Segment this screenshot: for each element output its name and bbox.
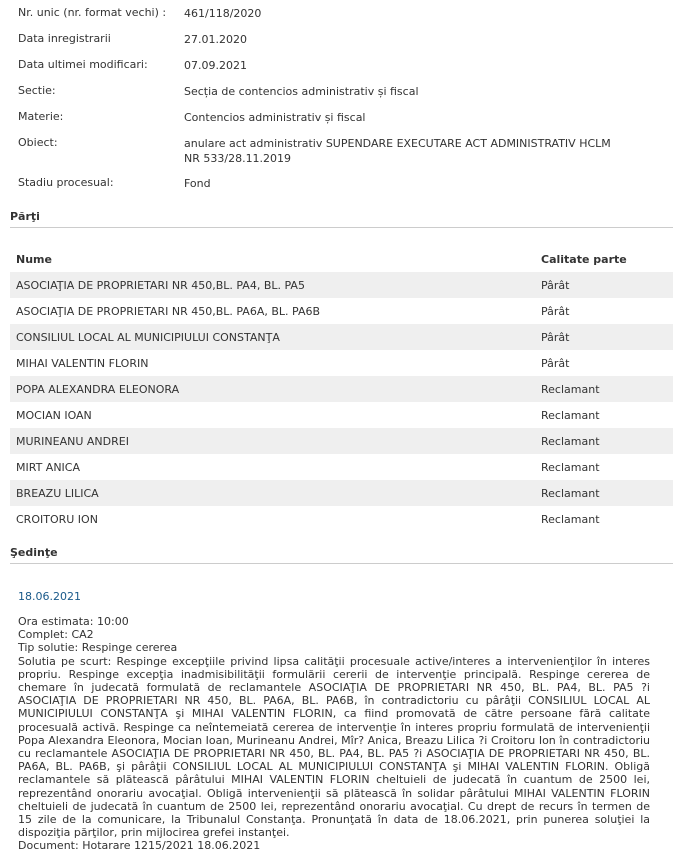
party-role: Reclamant	[541, 409, 600, 422]
info-row-obiect	[0, 130, 683, 170]
info-row-data-inregistrarii	[0, 26, 683, 52]
party-role: Reclamant	[541, 513, 600, 526]
info-label: Materie:	[18, 110, 64, 123]
info-value: Fond	[184, 177, 211, 190]
sedinte-section-title: Şedinţe	[10, 546, 58, 559]
info-label: Sectie:	[18, 84, 56, 97]
party-role: Pârât	[541, 357, 570, 370]
party-name: CROITORU ION	[16, 513, 98, 526]
info-value: Contencios administrativ și fiscal	[184, 111, 366, 124]
party-role: Reclamant	[541, 383, 600, 396]
info-label: Stadiu procesual:	[18, 176, 114, 189]
info-row-stadiu	[0, 170, 683, 196]
party-name: MOCIAN IOAN	[16, 409, 92, 422]
party-name: MIRT ANICA	[16, 461, 80, 474]
party-role: Pârât	[541, 331, 570, 344]
party-name: ASOCIAŢIA DE PROPRIETARI NR 450,BL. PA4, BL. PA5	[16, 279, 305, 292]
info-row-nr-unic	[0, 0, 683, 26]
info-value: 461/118/2020	[184, 7, 262, 20]
party-name: ASOCIAŢIA DE PROPRIETARI NR 450,BL. PA6A, BL. PA6B	[16, 305, 321, 318]
party-role: Reclamant	[541, 461, 600, 474]
party-name: CONSILIUL LOCAL AL MUNICIPIULUI CONSTANŢA	[16, 331, 280, 344]
parti-table-header	[10, 247, 673, 271]
party-role: Pârât	[541, 279, 570, 292]
info-value: 27.01.2020	[184, 33, 247, 46]
parti-section-title: Părţi	[10, 210, 40, 223]
info-label: Data ultimei modificari:	[18, 58, 148, 71]
table-row	[10, 272, 673, 298]
hearing-panel: Complet: CA2	[18, 628, 94, 642]
info-value: 07.09.2021	[184, 59, 247, 72]
info-label: Obiect:	[18, 136, 58, 149]
hearing-entry	[18, 590, 668, 853]
table-row	[10, 506, 673, 532]
party-name: BREAZU LILICA	[16, 487, 99, 500]
info-value: anulare act administrativ SUPENDARE EXECUTARE ACT ADMINISTRATIV HCLM NR 533/28.11.2019	[184, 137, 611, 165]
section-divider	[10, 563, 673, 564]
col-header-nume: Nume	[16, 253, 52, 266]
party-name: POPA ALEXANDRA ELEONORA	[16, 383, 180, 396]
case-info	[0, 0, 683, 196]
info-label: Data inregistrarii	[18, 32, 111, 45]
col-header-calitate: Calitate parte	[541, 253, 627, 266]
table-row	[10, 428, 673, 454]
party-role: Reclamant	[541, 487, 600, 500]
party-role: Pârât	[541, 305, 570, 318]
table-row	[10, 480, 673, 506]
table-row	[10, 454, 673, 480]
party-role: Reclamant	[541, 435, 600, 448]
table-row	[10, 376, 673, 402]
table-row	[10, 324, 673, 350]
solution-type: Tip solutie: Respinge cererea	[18, 641, 178, 655]
info-row-materie	[0, 104, 683, 130]
info-row-data-modificari	[0, 52, 683, 78]
section-divider	[10, 227, 673, 228]
info-value: Secția de contencios administrativ și fiscal	[184, 85, 419, 98]
table-row	[10, 298, 673, 324]
hearing-date: 18.06.2021	[18, 590, 81, 603]
info-label: Nr. unic (nr. format vechi) :	[18, 6, 167, 19]
hearing-document: Document: Hotarare 1215/2021 18.06.2021	[18, 839, 261, 853]
table-row	[10, 350, 673, 376]
info-row-sectie	[0, 78, 683, 104]
solution-summary: Solutia pe scurt: Respinge excepţiile privind lipsa calităţii procesuale active/interes a intervenienţilor în interes propriu. Respinge excepţia inadmisibilităţii formulării cererii de intervenţie principală. Respinge cererea de chemare în judecată formulată de reclamantele ASOCIAŢIA DE PROPRIETARI NR 450, BL. PA4, BL. PA5 ?i ASOCIAŢIA DE PROPRIETARI NR 450, BL. PA6A, BL. PA6B, în contradictoriu cu pârâţii CONSILIUL LOCAL AL MUNICIPIULUI CONSTANŢA şi MIHAI VALENTIN FLORIN, ca fiind promovată de către persoane fără calitate procesuală activă. Respinge ca neîntemeiată cererea de intervenţie în interes propriu formulată de intervenienţii Popa Alexandra Eleonora, Mocian Ioan, Murineanu Andrei, Mîr? Anica, Breazu Lilica ?i Croitoru Ion în contradictoriu cu reclamantele ASOCIAŢIA DE PROPRIETARI NR 450, BL. PA4, BL. PA5 ?i ASOCIAŢIA DE PROPRIETARI NR 450, BL. PA6A, BL. PA6B, şi pârâţii CONSILIUL LOCAL AL MUNICIPIULUI CONSTANŢA şi MIHAI VALENTIN FLORIN. Obligă reclamantele să plătească pârâtului MIHAI VALENTIN FLORIN cheltuieli de judecată în cuantum de 2500 lei, reprezentând onorariu avocaţial. Obligă intervenienţii să plătească în solidar pârâtului MIHAI VALENTIN FLORIN cheltuieli de judecată în cuantum de 2500 lei, reprezentând onorariu avocaţial. Cu drept de recurs în termen de 15 zile de la comunicare, la Tribunalul Constanţa. Pronunţată în data de 18.06.2021, prin punerea soluţiei la dispoziţia părţilor, prin mijlocirea grefei instanţei.	[18, 654, 650, 840]
party-name: MURINEANU ANDREI	[16, 435, 129, 448]
hearing-time: Ora estimata: 10:00	[18, 615, 129, 628]
table-row	[10, 402, 673, 428]
party-name: MIHAI VALENTIN FLORIN	[16, 357, 149, 370]
